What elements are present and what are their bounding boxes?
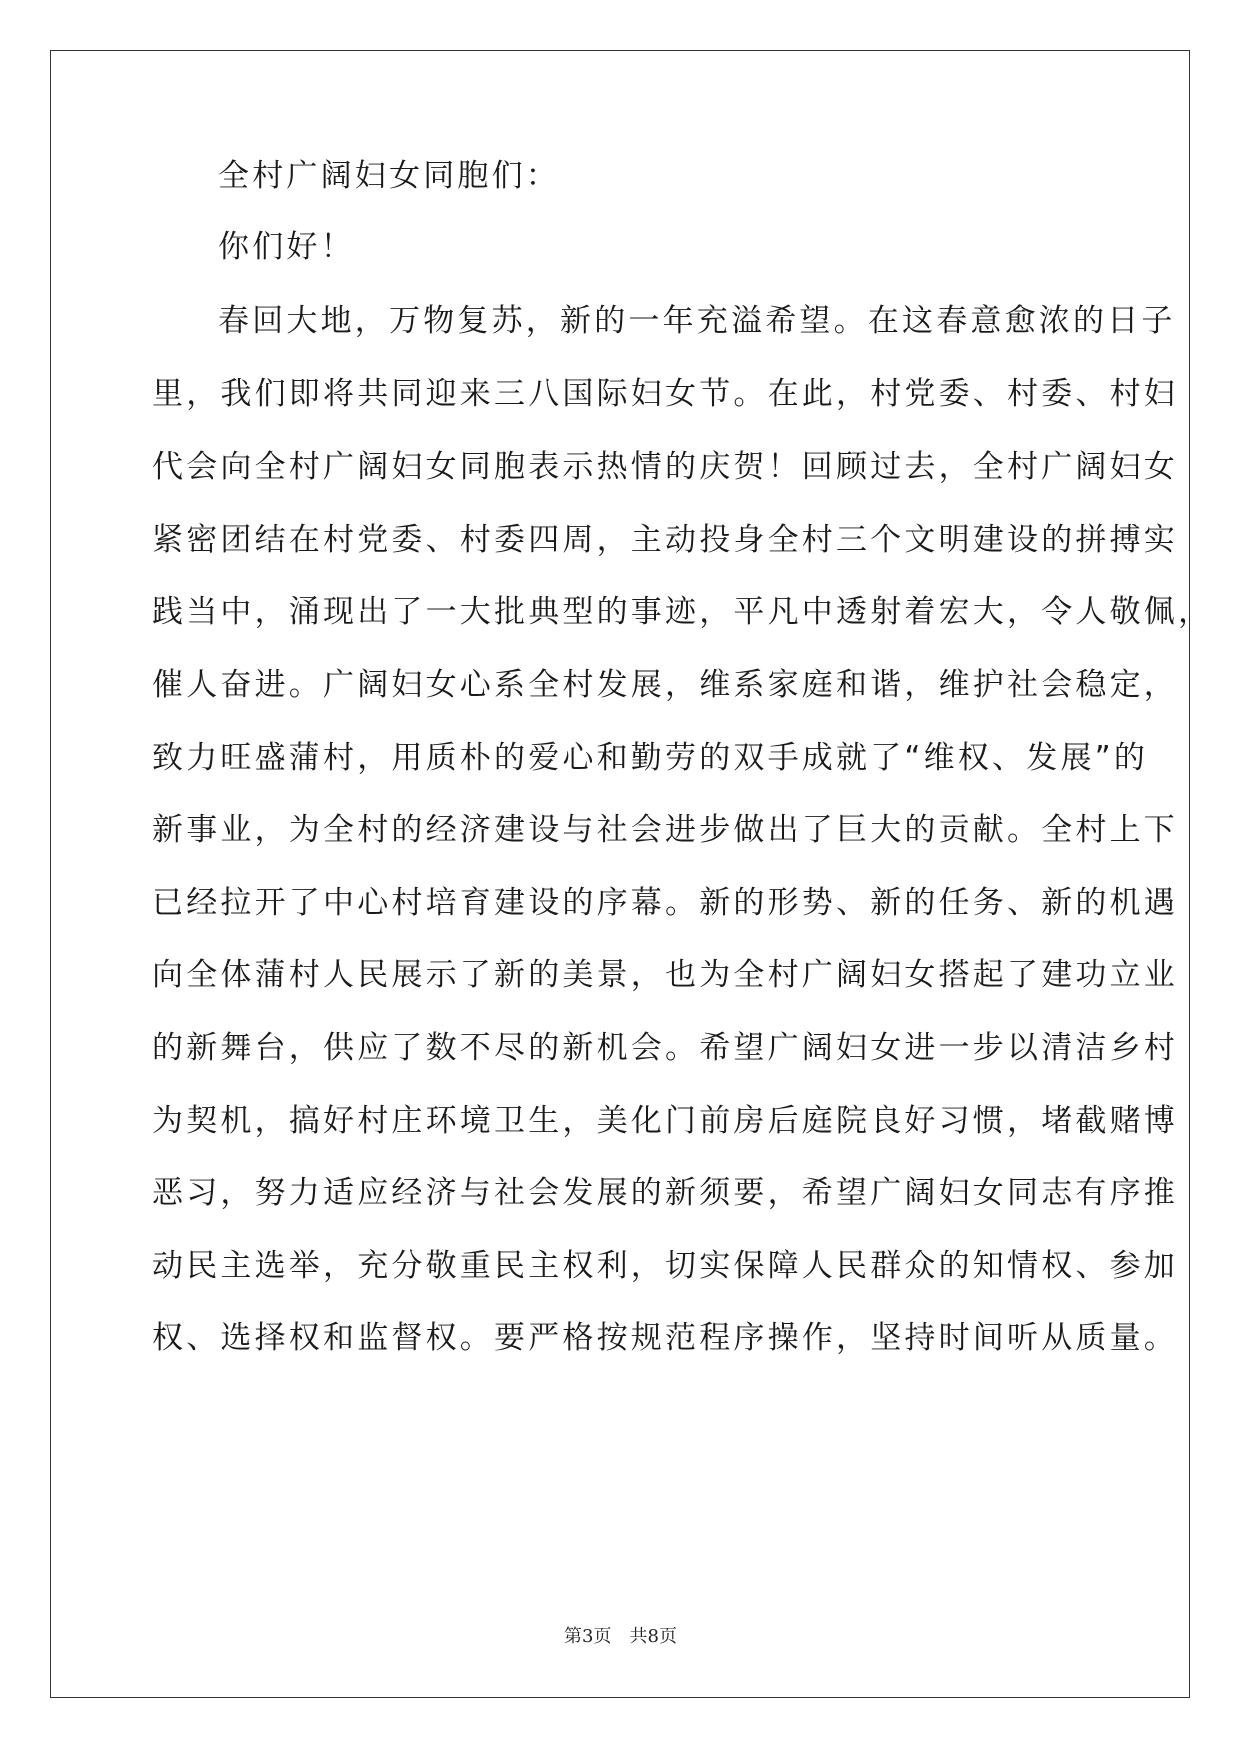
body-line: 里，我们即将共同迎来三八国际妇女节。在此，村党委、村委、村妇 <box>152 376 1178 412</box>
body-line: 致力旺盛蒲村，用质朴的爱心和勤劳的双手成就了“维权、发展”的 <box>152 740 1149 776</box>
greeting: 你们好！ <box>218 229 355 265</box>
body-line: 为契机，搞好村庄环境卫生，美化门前房后庭院良好习惯，堵截赌博 <box>152 1103 1178 1139</box>
body-line: 向全体蒲村人民展示了新的美景，也为全村广阔妇女搭起了建功立业 <box>152 957 1178 993</box>
body-line: 春回大地，万物复苏，新的一年充溢希望。在这春意愈浓的日子 <box>218 303 1176 339</box>
body-line: 的新舞台，供应了数不尽的新机会。希望广阔妇女进一步以清洁乡村 <box>152 1030 1178 1066</box>
body-line: 动民主选举，充分敬重民主权利，切实保障人民群众的知情权、参加 <box>152 1248 1178 1284</box>
body-line: 新事业，为全村的经济建设与社会进步做出了巨大的贡献。全村上下 <box>152 812 1178 848</box>
body-line: 代会向全村广阔妇女同胞表示热情的庆贺！回顾过去，全村广阔妇女 <box>152 449 1178 485</box>
body-line: 践当中，涌现出了一大批典型的事迹，平凡中透射着宏大，令人敬佩， <box>152 594 1213 630</box>
body-line: 已经拉开了中心村培育建设的序幕。新的形势、新的任务、新的机遇 <box>152 885 1178 921</box>
body-line: 权、选择权和监督权。要严格按规范程序操作，坚持时间听从质量。 <box>152 1320 1178 1356</box>
salutation: 全村广阔妇女同胞们： <box>218 158 560 194</box>
body-line: 紧密团结在村党委、村委四周，主动投身全村三个文明建设的拼搏实 <box>152 522 1178 558</box>
page-border <box>50 50 1190 1698</box>
body-line: 恶习，努力适应经济与社会发展的新须要，希望广阔妇女同志有序推 <box>152 1175 1178 1211</box>
body-line: 催人奋进。广阔妇女心系全村发展，维系家庭和谐，维护社会稳定， <box>152 667 1178 703</box>
page-number-footer: 第3页 共8页 <box>564 1626 677 1647</box>
